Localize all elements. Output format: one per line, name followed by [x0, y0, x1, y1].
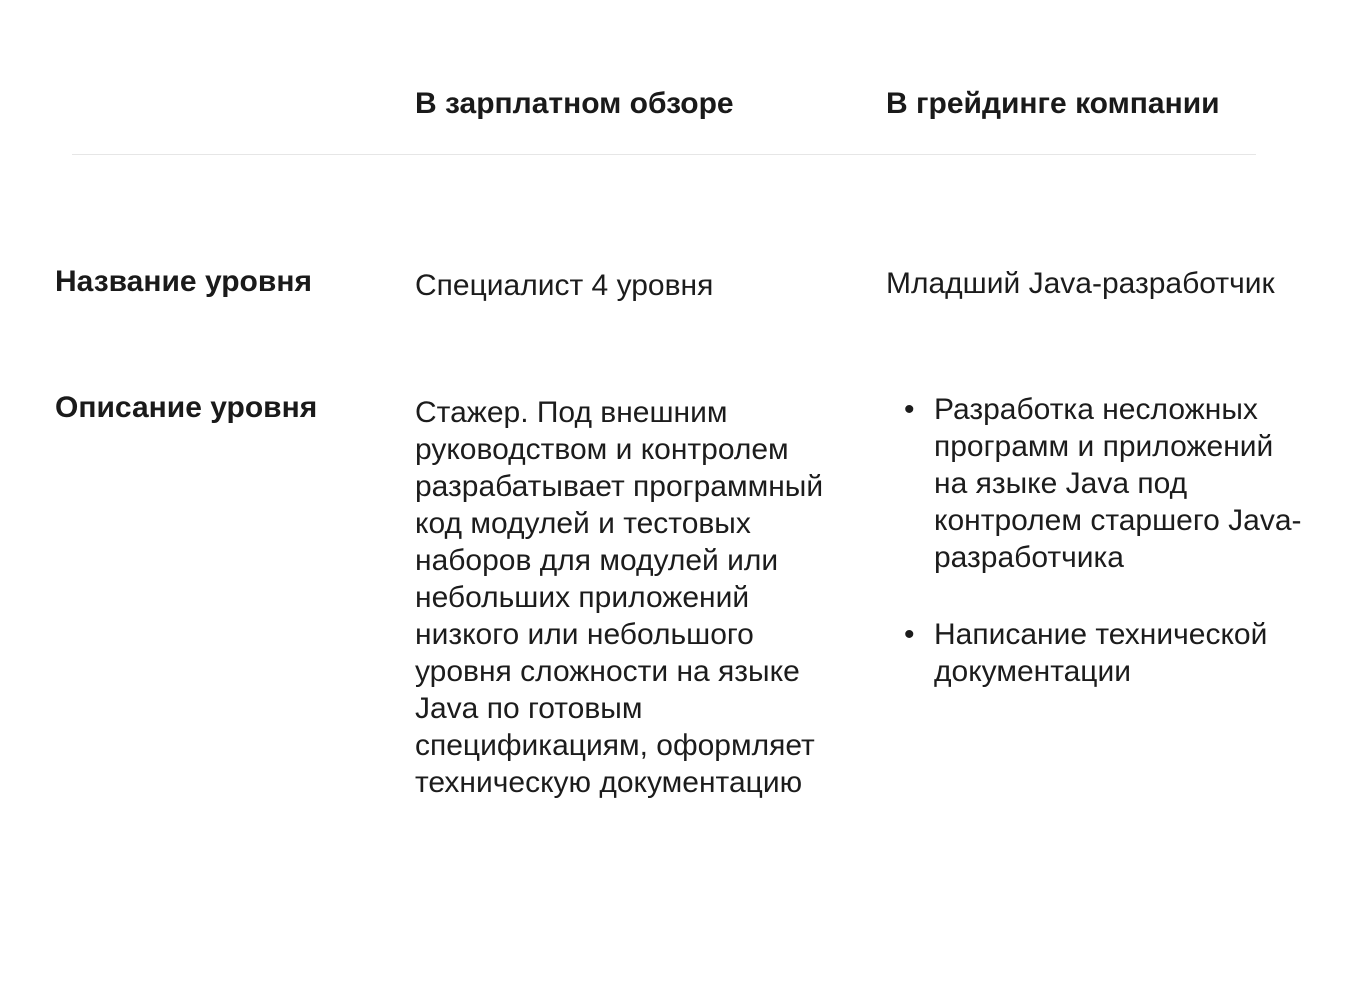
row-label-level-name: Название уровня	[55, 265, 312, 298]
cell-level-description-survey: Стажер. Под внешним руководством и контролем разрабатывает программный код модулей и тестовых наборов для модулей или небольших приложений низкого или небольшого уровня сложности на языке Java по готовым спецификациям, оформляет техническую документацию	[415, 396, 824, 799]
row-label-level-description: Описание уровня	[55, 391, 318, 424]
header-divider	[72, 154, 1256, 155]
column-header-salary-survey: В зарплатном обзоре	[415, 87, 734, 120]
list-item-text: Разработка несложных программ и приложений на языке Java под контролем старшего Java-разработчика	[934, 393, 1302, 574]
list-item-text: Написание технической документации	[934, 618, 1268, 688]
cell-level-name-survey: Специалист 4 уровня	[415, 269, 714, 302]
bullet-icon: •	[904, 618, 915, 651]
list-item	[900, 391, 1310, 576]
cell-level-name-grading: Младший Java-разработчик	[886, 267, 1275, 300]
column-header-company-grading: В грейдинге компании	[886, 87, 1220, 120]
cell-level-description-grading	[900, 391, 1310, 730]
bullet-icon: •	[904, 393, 915, 426]
list-item	[900, 616, 1310, 690]
